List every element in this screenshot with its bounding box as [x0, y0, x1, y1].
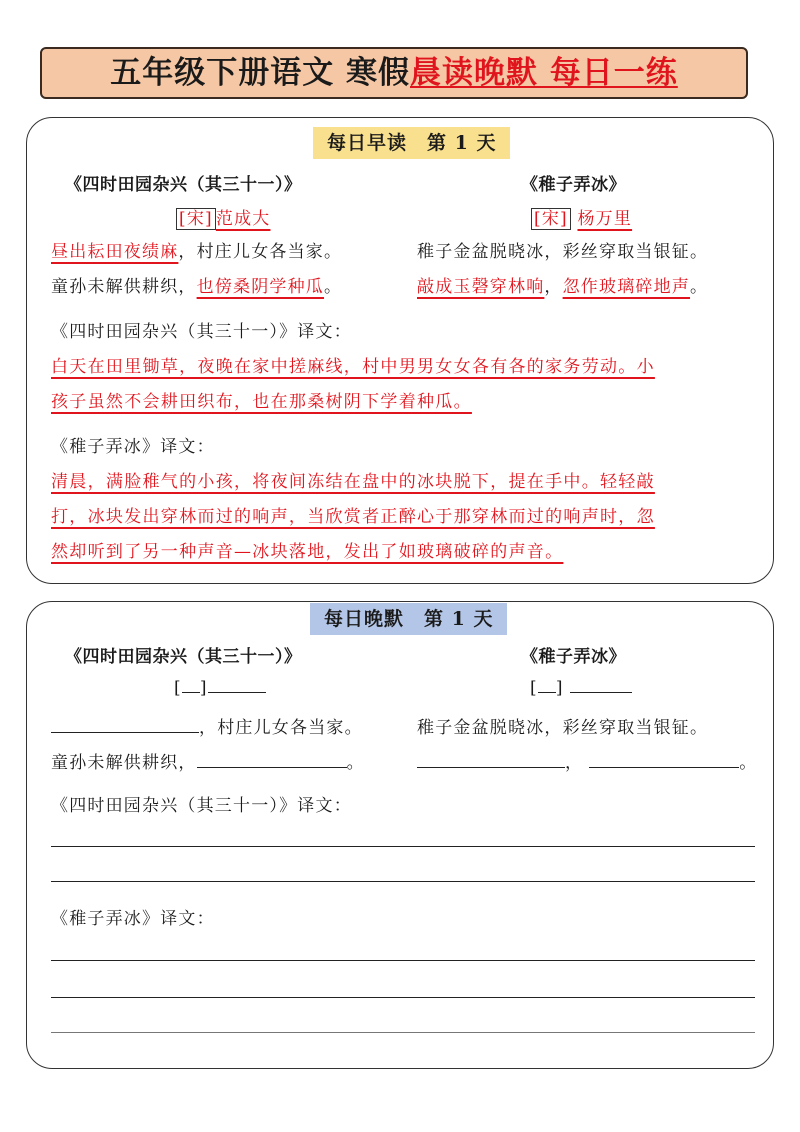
evening-header: 每日晚默 第 1 天 — [310, 603, 507, 635]
ev-poem1-line1 — [51, 713, 363, 738]
ev-trans2-label: 《稚子弄冰》译文： — [51, 909, 215, 929]
ev-poem2-dynasty-close: ] — [555, 678, 564, 698]
trans2-line1: 清晨，满脸稚气的小孩，将夜间冻结在盘中的冰块脱下，提在手中。轻轻敲 — [51, 472, 655, 492]
ev-poem2-line2-end: 。 — [739, 753, 758, 773]
poem2-author: 杨万里 — [577, 209, 633, 229]
banner-title-red: 晨读晚默 每日一练 — [410, 55, 678, 91]
trans2-line3: 然却听到了另一种声音—冰块落地，发出了如玻璃破碎的声音。 — [51, 542, 564, 562]
ev-poem1-line2-end: 。 — [346, 753, 365, 773]
ev-poem2-dynasty-blank[interactable] — [538, 691, 556, 693]
ev-poem1-line2 — [51, 748, 365, 773]
poem1-line1 — [51, 237, 342, 262]
ev-poem2-line2-blank-a[interactable] — [417, 766, 565, 768]
ev-trans2-writing-line[interactable] — [51, 960, 755, 961]
ev-poem1-dynasty-close: ] — [199, 678, 208, 698]
ev-poem1-line2-text: 童孙未解供耕织， — [51, 753, 197, 773]
trans1-label: 《四时田园杂兴（其三十一）》译文： — [51, 322, 352, 342]
poem2-line2-end: 。 — [690, 277, 709, 297]
poem1-line2-black: 童孙未解供耕织， — [51, 277, 197, 297]
ev-poem1-line2-blank[interactable] — [197, 766, 347, 768]
ev-trans2-writing-line[interactable] — [51, 1032, 755, 1033]
trans1-line1: 白天在田里锄草，夜晚在家中搓麻线，村中男男女女各有各的家务劳动。小 — [51, 357, 655, 377]
page-banner — [40, 47, 748, 99]
trans1-line2: 孩子虽然不会耕田织布，也在那桑树阴下学着种瓜。 — [51, 392, 472, 412]
poem2-line2-red-a: 敲成玉磬穿林响 — [417, 277, 545, 297]
ev-poem2-author-blank[interactable] — [570, 691, 632, 693]
morning-header: 每日早读 第 1 天 — [313, 127, 510, 159]
poem1-line2 — [51, 272, 342, 297]
ev-poem1-dynasty-blank[interactable] — [182, 691, 200, 693]
ev-poem1-line1-text: ，村庄儿女各当家。 — [199, 718, 363, 738]
poem2-line1: 稚子金盆脱晓冰，彩丝穿取当银钲。 — [417, 242, 709, 262]
ev-poem2-dynasty-open: [ — [530, 678, 538, 698]
poem2-dynasty: [宋] — [531, 208, 571, 230]
trans2-label: 《稚子弄冰》译文： — [51, 437, 215, 457]
poem1-line1-black: ，村庄儿女各当家。 — [178, 242, 343, 262]
ev-poem2-line1: 稚子金盆脱晓冰，彩丝穿取当银钲。 — [417, 718, 709, 738]
poem2-author-line — [531, 204, 632, 229]
evening-dictation-card — [26, 601, 774, 1069]
ev-poem2-line2-sep: ， — [565, 753, 584, 773]
ev-trans1-label: 《四时田园杂兴（其三十一）》译文： — [51, 796, 352, 816]
trans2-line2: 打，冰块发出穿林而过的响声，当欣赏者正醉心于那穿林而过的响声时，忽 — [51, 507, 655, 527]
morning-reading-card — [26, 117, 774, 584]
poem2-title: 《稚子弄冰》 — [521, 175, 626, 195]
poem1-line1-red: 昼出耘田夜绩麻 — [51, 242, 179, 262]
ev-poem2-author-line — [530, 678, 632, 698]
poem1-line2-end: 。 — [324, 277, 343, 297]
ev-trans1-writing-line[interactable] — [51, 846, 755, 847]
poem1-line2-red: 也傍桑阴学种瓜 — [196, 277, 325, 297]
ev-poem2-title: 《稚子弄冰》 — [521, 647, 626, 667]
ev-poem1-line1-blank[interactable] — [51, 731, 199, 733]
poem1-dynasty: [宋] — [176, 208, 216, 230]
poem2-line2-sep: ， — [544, 277, 563, 297]
poem1-author-line — [176, 204, 270, 229]
poem1-title: 《四时田园杂兴（其三十一）》 — [65, 175, 302, 195]
ev-poem1-author-line — [174, 678, 266, 698]
poem1-author: 范成大 — [215, 209, 271, 229]
ev-trans2-writing-line[interactable] — [51, 997, 755, 998]
ev-poem2-line2-blank-b[interactable] — [589, 766, 739, 768]
poem2-line2 — [417, 272, 708, 297]
ev-poem1-title: 《四时田园杂兴（其三十一）》 — [65, 647, 302, 667]
ev-poem1-author-blank[interactable] — [208, 691, 266, 693]
ev-poem2-line2 — [417, 748, 757, 773]
banner-title-black: 五年级下册语文 寒假 — [110, 55, 410, 91]
ev-trans1-writing-line[interactable] — [51, 881, 755, 882]
poem2-line2-red-b: 忽作玻璃碎地声 — [562, 277, 691, 297]
ev-poem1-dynasty-open: [ — [174, 678, 182, 698]
